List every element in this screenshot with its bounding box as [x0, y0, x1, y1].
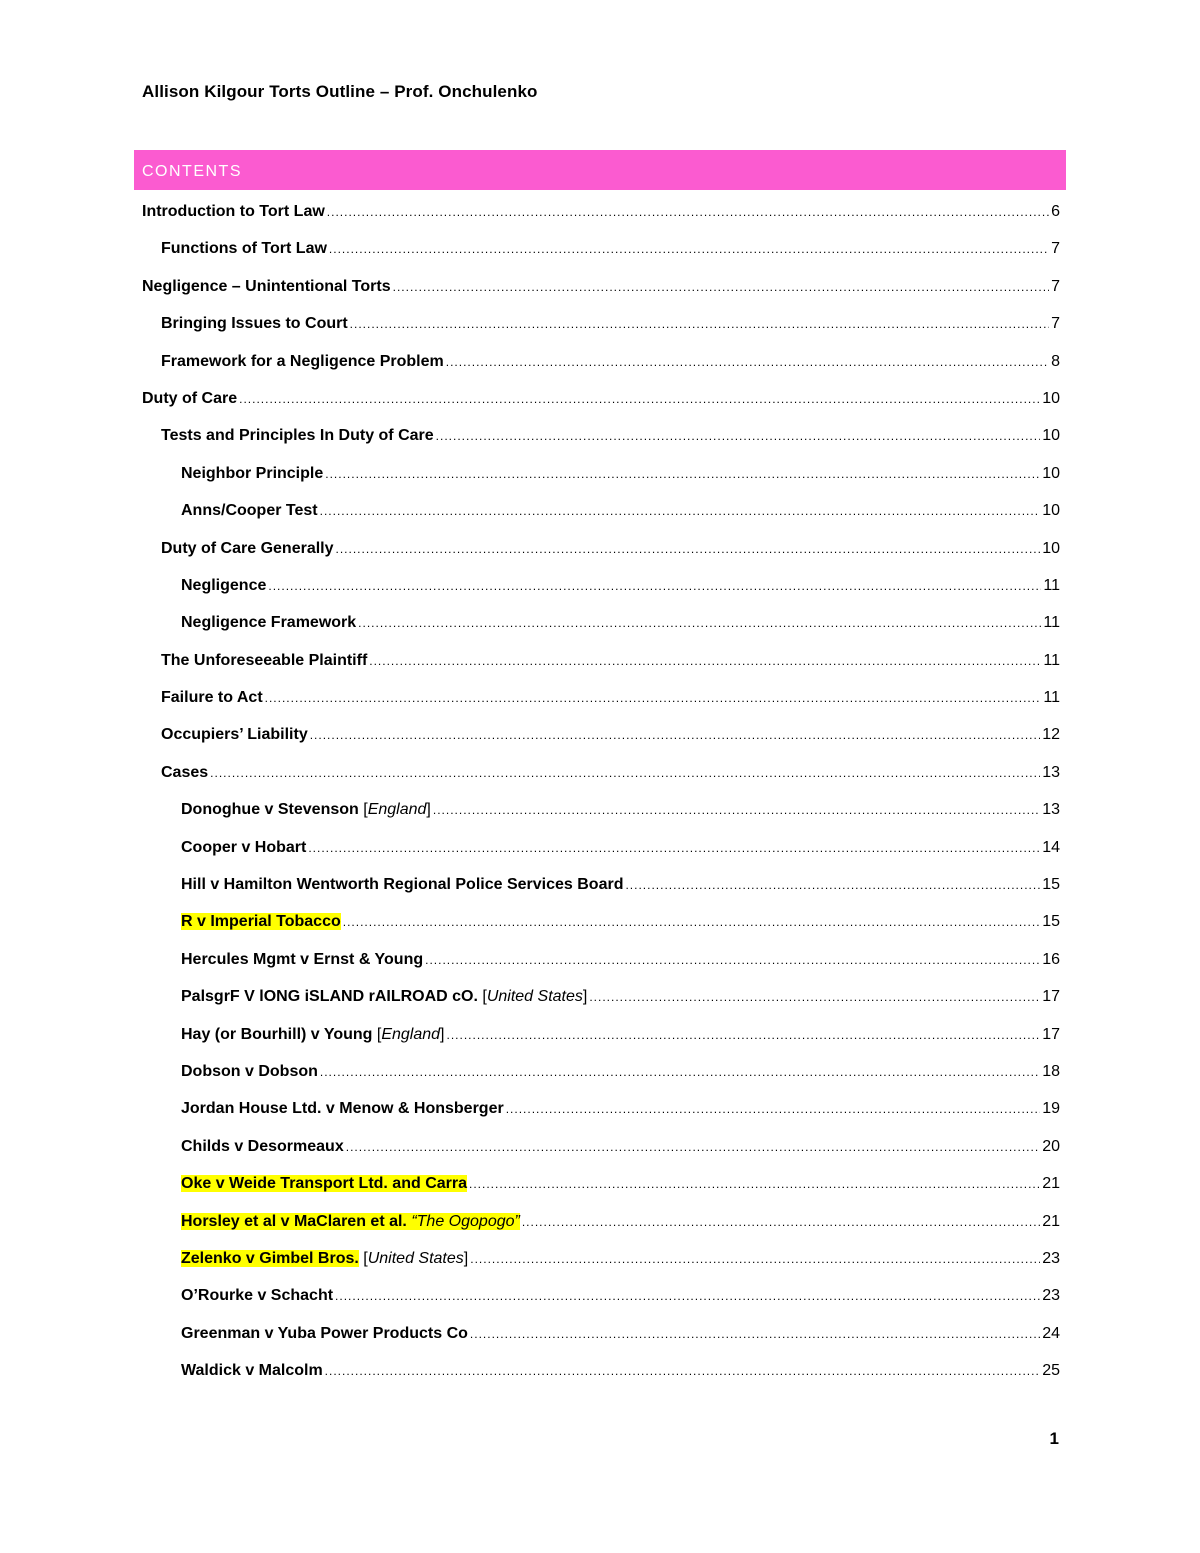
toc-entry-jurisdiction: United States: [367, 1249, 464, 1267]
toc-entry[interactable]: [142, 614, 1060, 651]
toc-entry-jurisdiction: England: [381, 1025, 441, 1043]
toc-dot-leader: [335, 1289, 1040, 1303]
toc-entry-page[interactable]: 10: [1042, 464, 1060, 482]
toc-entry-text: O’Rourke v Schacht: [181, 1287, 334, 1305]
toc-entry-bracket-close: ]: [463, 1249, 469, 1267]
toc-dot-leader: [320, 504, 1041, 518]
toc-dot-leader: [336, 542, 1041, 556]
toc-entry-page[interactable]: 24: [1042, 1324, 1060, 1342]
toc-entry-label: [181, 577, 266, 594]
toc-entry-title[interactable]: [181, 1213, 520, 1231]
toc-entry-label: [181, 614, 356, 631]
toc-entry-title[interactable]: [181, 1100, 504, 1118]
toc-entry[interactable]: [142, 577, 1060, 614]
toc-entry[interactable]: [142, 502, 1060, 539]
toc-dot-leader: [327, 205, 1049, 219]
toc-entry-label: [181, 1325, 468, 1342]
toc-entry[interactable]: [142, 1026, 1060, 1063]
toc-entry[interactable]: [142, 988, 1060, 1025]
toc-entry-page[interactable]: 20: [1042, 1137, 1060, 1155]
toc-entry[interactable]: [142, 652, 1060, 689]
toc-entry-highlight: [181, 1213, 520, 1230]
toc-entry-text: Horsley et al v MaClaren et al.: [181, 1212, 412, 1230]
toc-entry-title[interactable]: [181, 1325, 468, 1343]
toc-dot-leader: [265, 691, 1042, 705]
toc-entry-text: Childs v Desormeaux: [181, 1137, 344, 1155]
toc-dot-leader: [625, 878, 1040, 892]
toc-entry-page[interactable]: 12: [1042, 726, 1060, 744]
toc-entry-text: Duty of Care Generally: [161, 539, 334, 557]
toc-entry-title[interactable]: [181, 876, 623, 894]
toc-entry-label: [181, 1026, 372, 1043]
toc-entry-title[interactable]: [142, 278, 391, 296]
toc-entry[interactable]: [142, 726, 1060, 763]
toc-entry-text: Framework for a Negligence Problem: [161, 352, 444, 370]
toc-entry-page[interactable]: 18: [1042, 1062, 1060, 1080]
toc-entry-page[interactable]: 11: [1043, 614, 1060, 632]
toc-entry[interactable]: [142, 240, 1060, 277]
toc-entry-text: Dobson v Dobson: [181, 1062, 318, 1080]
toc-dot-leader: [425, 953, 1040, 967]
toc-entry[interactable]: [142, 876, 1060, 913]
toc-entry-bracket-open: [: [477, 988, 487, 1006]
toc-entry[interactable]: [142, 1325, 1060, 1362]
toc-entry[interactable]: [142, 1250, 1060, 1287]
toc-dot-leader: [210, 766, 1040, 780]
toc-entry-title[interactable]: [161, 726, 308, 744]
toc-entry[interactable]: [142, 1063, 1060, 1100]
toc-entry[interactable]: [142, 1175, 1060, 1212]
toc-entry-label: [181, 801, 359, 818]
toc-entry[interactable]: [142, 203, 1060, 240]
toc-dot-leader: [433, 803, 1040, 817]
toc-entry-title[interactable]: [181, 1362, 323, 1380]
toc-entry-label: [161, 427, 434, 444]
toc-entry-page[interactable]: 11: [1043, 576, 1060, 594]
toc-entry-label: [181, 1362, 323, 1379]
toc-entry-label: [181, 502, 318, 519]
toc-entry-text: Hill v Hamilton Wentworth Regional Police Services Board: [181, 876, 624, 894]
toc-entry-label: [181, 876, 623, 893]
toc-entry-text: Donoghue v Stevenson: [181, 801, 359, 819]
toc-entry-title[interactable]: [181, 951, 423, 969]
document-header: Allison Kilgour Torts Outline – Prof. Onchulenko: [142, 82, 538, 101]
toc-entry[interactable]: [142, 427, 1060, 464]
toc-entry-page[interactable]: 23: [1042, 1249, 1060, 1267]
toc-entry-highlight: [181, 913, 341, 930]
toc-entry-text: Oke v Weide Transport Ltd. and Carra: [181, 1175, 467, 1193]
toc-dot-leader: [446, 1028, 1040, 1042]
toc-entry[interactable]: [142, 315, 1060, 352]
toc-entry-title[interactable]: [161, 652, 367, 670]
toc-entry-label: [161, 764, 208, 781]
toc-entry[interactable]: [142, 913, 1060, 950]
toc-entry-text: Failure to Act: [161, 689, 263, 707]
toc-entry[interactable]: [142, 540, 1060, 577]
toc-entry-page[interactable]: 10: [1042, 427, 1060, 445]
toc-dot-leader: [506, 1102, 1041, 1116]
toc-entry-title[interactable]: [161, 764, 208, 782]
toc-entry[interactable]: [142, 951, 1060, 988]
toc-entry-label: [181, 951, 423, 968]
toc-entry-title[interactable]: [181, 614, 356, 632]
toc-entry-text: Negligence: [181, 576, 267, 594]
toc-dot-leader: [320, 1065, 1040, 1079]
toc-dot-leader: [350, 317, 1049, 331]
toc-entry-page[interactable]: 21: [1042, 1212, 1060, 1230]
toc-entry-highlight: [181, 1175, 467, 1192]
toc-entry-text: Functions of Tort Law: [161, 240, 327, 258]
toc-entry-label: [181, 1100, 504, 1117]
toc-entry-text: Hercules Mgmt v Ernst & Young: [181, 950, 424, 968]
toc-entry-page[interactable]: 14: [1042, 838, 1060, 856]
toc-entry-title[interactable]: [181, 1175, 467, 1193]
toc-entry-page[interactable]: 11: [1043, 689, 1060, 707]
toc-dot-leader: [446, 355, 1049, 369]
toc-entry-label: [142, 203, 325, 220]
toc-entry-label: [181, 1138, 344, 1155]
toc-dot-leader: [325, 467, 1040, 481]
toc-entry-page[interactable]: 19: [1042, 1100, 1060, 1118]
toc-entry[interactable]: [142, 1287, 1060, 1324]
toc-entry-text: Introduction to Tort Law: [142, 203, 325, 220]
toc-entry-page[interactable]: 10: [1042, 502, 1060, 520]
toc-entry-title[interactable]: [142, 203, 325, 221]
toc-dot-leader: [268, 579, 1041, 593]
toc-entry-page[interactable]: 7: [1051, 315, 1060, 333]
toc-entry-title[interactable]: [181, 1026, 444, 1044]
toc-entry-title[interactable]: [181, 988, 587, 1006]
toc-dot-leader: [470, 1252, 1040, 1266]
toc-dot-leader: [393, 280, 1049, 294]
toc-entry-page[interactable]: 6: [1051, 203, 1060, 220]
toc-entry-page[interactable]: 7: [1051, 277, 1060, 295]
toc-entry[interactable]: [142, 1213, 1060, 1250]
toc-entry-page[interactable]: 7: [1051, 240, 1060, 258]
toc-entry-text: Cases: [161, 763, 209, 781]
toc-entry-page[interactable]: 15: [1042, 913, 1060, 931]
toc-entry[interactable]: [142, 353, 1060, 390]
toc-entry-text: Negligence – Unintentional Torts: [142, 277, 391, 295]
toc-entry-label: [181, 1287, 333, 1304]
toc-entry-bracket-open: [: [358, 1249, 368, 1267]
toc-entry-title[interactable]: [161, 240, 327, 258]
toc-entry-title[interactable]: [142, 390, 237, 408]
toc-entry-label: [142, 278, 391, 295]
toc-entry-page[interactable]: 15: [1042, 876, 1060, 894]
toc-entry-title[interactable]: [181, 502, 318, 520]
toc-entry-title[interactable]: [181, 465, 323, 483]
toc-dot-leader: [469, 1177, 1040, 1191]
toc-entry-jurisdiction: United States: [486, 988, 583, 1006]
toc-dot-leader: [329, 242, 1049, 256]
toc-dot-leader: [343, 915, 1040, 929]
toc-entry-page[interactable]: 13: [1042, 801, 1060, 819]
toc-entry[interactable]: [142, 1138, 1060, 1175]
toc-entry-bracket-close: ]: [440, 1025, 445, 1043]
toc-entry-label: [161, 540, 334, 557]
toc-entry-italic-text: “The Ogopogo”: [411, 1212, 520, 1230]
toc-entry-title[interactable]: [181, 1250, 468, 1268]
toc-entry-text: Neighbor Principle: [181, 464, 324, 482]
toc-entry-title[interactable]: [181, 839, 306, 857]
toc-dot-leader: [310, 728, 1040, 742]
toc-entry[interactable]: [142, 801, 1060, 838]
toc-entry-title[interactable]: [161, 353, 444, 371]
toc-entry[interactable]: [142, 1362, 1060, 1399]
toc-entry-text: Waldick v Malcolm: [181, 1362, 323, 1380]
toc-entry[interactable]: [142, 839, 1060, 876]
toc-entry-label: [181, 988, 478, 1005]
table-of-contents: [142, 203, 1060, 1400]
toc-dot-leader: [369, 654, 1041, 668]
toc-entry-bracket-open: [: [372, 1025, 382, 1043]
toc-entry-highlight: [181, 1250, 359, 1267]
toc-entry-page[interactable]: 17: [1042, 1025, 1060, 1043]
toc-dot-leader: [589, 990, 1040, 1004]
toc-entry-text: Tests and Principles In Duty of Care: [161, 427, 434, 445]
toc-entry-text: Greenman v Yuba Power Products Co: [181, 1324, 468, 1342]
toc-entry-text: Hay (or Bourhill) v Young: [181, 1025, 373, 1043]
toc-entry-label: [161, 315, 348, 332]
toc-entry-text: PalsgrF V lONG iSLAND rAILROAD cO.: [181, 988, 478, 1006]
toc-entry-title[interactable]: [181, 1287, 333, 1305]
toc-entry-label: [181, 465, 323, 482]
toc-entry-text: The Unforeseeable Plaintiff: [161, 651, 368, 669]
toc-entry-title[interactable]: [181, 1138, 344, 1156]
toc-entry-text: Anns/Cooper Test: [181, 502, 318, 520]
toc-entry[interactable]: [142, 689, 1060, 726]
toc-entry-title[interactable]: [181, 1063, 318, 1081]
toc-entry-jurisdiction: England: [367, 801, 427, 819]
toc-entry[interactable]: [142, 764, 1060, 801]
toc-entry[interactable]: [142, 1100, 1060, 1137]
toc-entry-page[interactable]: 21: [1042, 1175, 1060, 1193]
toc-entry-bracket-close: ]: [426, 801, 431, 819]
toc-entry-bracket-close: ]: [582, 988, 588, 1006]
toc-entry-text: Occupiers’ Liability: [161, 726, 308, 744]
toc-entry-label: [161, 240, 327, 257]
toc-entry-title[interactable]: [161, 540, 334, 558]
toc-entry-title[interactable]: [181, 913, 341, 931]
toc-entry-title[interactable]: [181, 801, 431, 819]
toc-entry-text: Duty of Care: [142, 389, 238, 407]
toc-entry[interactable]: [142, 278, 1060, 315]
toc-entry-label: [161, 652, 367, 669]
toc-entry-page[interactable]: 10: [1042, 389, 1060, 407]
toc-entry-label: [161, 689, 263, 706]
toc-entry-text: Cooper v Hobart: [181, 838, 307, 856]
toc-entry-title[interactable]: [181, 577, 266, 595]
toc-entry-title[interactable]: [161, 427, 434, 445]
toc-entry-bracket-open: [: [358, 801, 368, 819]
toc-entry-page[interactable]: 23: [1042, 1287, 1060, 1305]
toc-entry-label: [161, 353, 444, 370]
toc-dot-leader: [346, 1140, 1040, 1154]
toc-entry-page[interactable]: 8: [1051, 352, 1060, 370]
toc-entry-page[interactable]: 10: [1042, 539, 1060, 557]
toc-entry-text: Zelenko v Gimbel Bros.: [181, 1249, 359, 1267]
toc-entry[interactable]: [142, 390, 1060, 427]
page-number: 1: [1049, 1429, 1059, 1448]
toc-entry-text: Bringing Issues to Court: [161, 315, 348, 333]
toc-dot-leader: [239, 392, 1040, 406]
toc-entry[interactable]: [142, 465, 1060, 502]
contents-banner: [134, 150, 1066, 190]
toc-entry-page[interactable]: 17: [1042, 988, 1060, 1006]
toc-entry-page[interactable]: 16: [1042, 950, 1060, 968]
toc-dot-leader: [436, 429, 1041, 443]
toc-entry-page[interactable]: 11: [1043, 651, 1060, 669]
toc-entry-label: [142, 390, 237, 407]
toc-entry-label: [181, 839, 306, 856]
toc-entry-text: R v Imperial Tobacco: [181, 913, 341, 931]
toc-dot-leader: [470, 1327, 1040, 1341]
toc-dot-leader: [358, 616, 1041, 630]
contents-heading: CONTENTS: [142, 163, 242, 180]
toc-entry-title[interactable]: [161, 689, 263, 707]
toc-entry-title[interactable]: [161, 315, 348, 333]
toc-entry-text: Negligence Framework: [181, 614, 357, 632]
toc-entry-label: [161, 726, 308, 743]
toc-dot-leader: [522, 1215, 1040, 1229]
toc-entry-label: [181, 1063, 318, 1080]
toc-entry-text: Jordan House Ltd. v Menow & Honsberger: [181, 1100, 504, 1118]
toc-entry-page[interactable]: 25: [1042, 1362, 1060, 1380]
toc-dot-leader: [308, 841, 1040, 855]
toc-dot-leader: [325, 1364, 1041, 1378]
toc-entry-page[interactable]: 13: [1042, 763, 1060, 781]
